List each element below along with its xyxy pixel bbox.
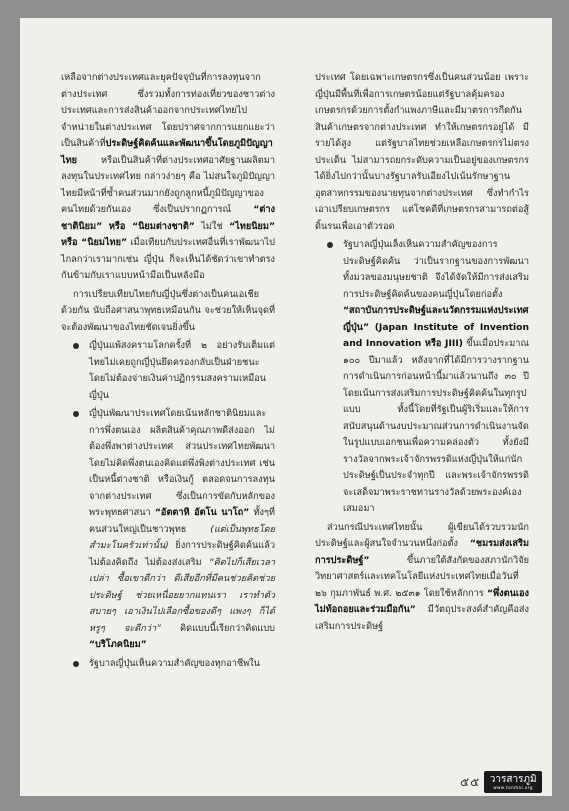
- text: ญี่ปุ่นพัฒนาประเทศโดยเน้นหลักชาตินิยมและการพึ่งตนเอง ผลิตสินค้าคุณภาพดีส่งออก ไม่ต้องพึ่งพาต่างประเทศ ส่วนประเทศไทยพัฒนาโดยไม่คิดพึ่งตนเองคิดแต่พึ่งพิงต่างประเทศ เช่นเป็นหนี้ต่างชาติ หรือเงินกู้ ตลอดจนการลงทุนจากต่างประเทศ ซึ่งเป็นการขัดกับหลักของพระพุทธศาสนา: [89, 408, 275, 518]
- bold-text: “พึ่งตนเอง ไม่ท้อถอยและร่วมมือกัน”: [315, 587, 529, 615]
- text: คิดแบบนี้เรียกว่าคิดแบบ: [160, 622, 275, 634]
- italic-text: (แต่เป็นพุทธโดยสำมะโนครัวเท่านั้น): [89, 523, 275, 551]
- page-footer: [460, 770, 542, 794]
- magazine-page: [20, 18, 552, 796]
- text: หรือเป็นสินค้าที่ต่างประเทศอาศัยฐานผลิตมาลงทุนในประเทศไทย กล่าวง่ายๆ คือ ไม่สนใจภูมิปัญญาไทยมีหน้าที่ซ้ำคนส่วนมากยังถูกลูกหนี้ภูมิปัญญาของคนไทยด้วยกันเอง ซึ่งเป็นปรากฏการณ์: [61, 154, 275, 215]
- right-column: [315, 70, 529, 637]
- text: มีวัตถุประสงค์สำคัญคือส่งเสริมการประดิษฐ์: [315, 604, 529, 632]
- logo-title: วารสารภูมิ: [489, 774, 537, 785]
- text: การเปรียบเทียบไทยกับญี่ปุ่นซึ่งต่างเป็นคนเอเชียด้วยกัน นับถือศาสนาพุทธเหมือนกัน จะช่วยให้เห็นจุดที่จะต้องพัฒนาของไทยชัดเจนยิ่งขึ้น: [61, 288, 275, 333]
- text: ขึ้นภายใต้สังกัดของสภานักวิจัยวิทยาศาสตร์และเทคโนโลยีแห่งประเทศไทยเมื่อวันที่ ๒๖ กุมภาพันธ์ พ.ศ. ๒๕๓๑ โดยใช้หลักการ: [315, 554, 529, 599]
- paragraph: [315, 520, 529, 636]
- paragraph: [61, 70, 275, 285]
- bold-text: “อัตตาหิ อัตโน นาโถ”: [154, 507, 250, 518]
- text: ทั้งๆที่คนส่วนใหญ่เป็นชาวพุทธ: [89, 507, 275, 535]
- text: ประเทศ โดยเฉพาะเกษตรกรซึ่งเป็นคนส่วนน้อย เพราะญี่ปุ่นมีพื้นที่เพื่อการเกษตรน้อยแต่รัฐบาลคุ้มครองเกษตรกรด้วยการตั้งกำแพงภาษีและมีมาตรการกีดกันสินค้าเกษตรจากต่างประเทศ ทำให้เกษตรกรอยู่ได้ มีรายได้สูง แต่รัฐบาลไทยช่วยเหลือเกษตรกรไม่ตรงประเด็น ไม่สามารถยกระดับความเป็นอยู่ของเกษตรกรได้ยิ่งไปกว่านั้นบางรัฐบาลรับเอียงไปเน้นรักษาฐานอุตสาหกรรมของนายทุนจากต่างประเทศ ซึ่งทำกำไรเอาเปรียบเกษตรกร แต่โชคดีที่เกษตรกรสามารถต่อสู้ดิ้นรนเพื่อเอาตัวรอด: [315, 72, 529, 232]
- text: รัฐบาลญี่ปุ่นเล็งเห็นความสำคัญของการประดิษฐ์คิดค้น ว่าเป็นรากฐานของการพัฒนาทั้งมวลของมนุษยชาติ จึงได้จัดให้มีการส่งเสริมการประดิษฐ์คิดค้นของคนญี่ปุ่นโดยก่อตั้ง: [343, 239, 529, 300]
- bullet-item: [315, 237, 529, 518]
- bold-text: “ชมรมส่งเสริมการประดิษฐ์”: [315, 538, 529, 566]
- left-column: [61, 70, 275, 674]
- text: ไม่ใช่: [194, 220, 230, 232]
- text: ส่วนกรณีประเทศไทยนั้น ผู้เขียนได้รวบรวมนักประดิษฐ์และผู้สนใจจำนวนหนึ่งก่อตั้ง: [315, 521, 529, 549]
- bold-text: “สถาบันการประดิษฐ์และนวัตกรรมแห่งประเทศญี่ปุ่น” (Japan Institute of Invention and Innovation หรือ JIII): [343, 305, 529, 349]
- text: รัฐบาลญี่ปุ่นเห็นความสำคัญของทุกอาชีพใน: [89, 657, 260, 669]
- italic-text: “คิดไปก็เสียเวลาเปล่า ซื้อเขาดีกว่า ดีเสียอีกที่มีคนช่วยคิดช่วยประดิษฐ์ ช่วยเหนื่อยยากแทนเรา เราทำตัวสบายๆ เอาเงินไปเลือกซื้อของดีๆ แพงๆ ก็ได้ หรูๆ จะดีกว่า”: [89, 556, 275, 634]
- text: ขึ้นเมื่อประมาณ ๑๐๐ ปีมาแล้ว หลังจากที่ได้มีการวางรากฐาน การดำเนินการก่อนหน้านี้มาแล้วนานถึง ๓๐ ปี โดยเน้นการส่งเสริมการประดิษฐ์คิดค้นในทุกรูปแบบ ทั้งนี้โดยที่รัฐเป็นผู้ริเริ่มและให้การสนับสนุนด้านงบประมาณส่วนการดำเนินงานจัดในรูปแบบเอกชนเพื่อความคล่องตัว ทั้งยังมีรางวัลจากพระเจ้าจักรพรรดิแห่งญี่ปุ่นให้แก่นักประดิษฐ์เป็นประจำทุกปี และพระเจ้าจักรพรรดิจะเสด็จมาพระราชทานรางวัลด้วยพระองค์เองเสมอมา: [343, 338, 529, 514]
- bold-text: “ไทยนิยม” หรือ “นิยมไทย”: [61, 220, 275, 248]
- text: เหลือจากต่างประเทศและยุคปัจจุบันที่การลงทุนจากต่างประเทศ ซึ่งรวมทั้งการท่องเที่ยวของชาวต่างประเทศและการส่งสินค้าออกจากประเทศไทยไปจำหน่ายในต่างประเทศ โดยปราศจากการแยกแยะว่าเป็นสินค้าที่: [61, 72, 275, 149]
- page-number: ๕๕: [460, 774, 481, 789]
- bold-text: “บริโภคนิยม”: [89, 639, 147, 650]
- bullet-item: [61, 338, 275, 404]
- bold-text: ประดิษฐ์คิดค้นและพัฒนาขึ้นโดยภูมิปัญญาไทย: [61, 138, 273, 166]
- bold-text: “ต่างชาตินิยม” หรือ “นิยมต่างชาติ”: [61, 204, 275, 232]
- logo-subtitle: www.tonmai.org: [493, 785, 533, 790]
- bullet-item: [61, 656, 275, 673]
- text: ยิ่งการประดิษฐ์คิดค้นแล้วไม่ต้องคิดถึง ไม่ต้องส่งเสริม: [89, 540, 275, 568]
- text: เมื่อเทียบกับประเทศอื่นที่เราพัฒนาไปไกลกว่าเรามากเช่น ญี่ปุ่น ก็จะเห็นได้ชัดว่าเขาทำตรงกันข้ามกับเราแบบหน้ามือเป็นหลังมือ: [61, 237, 275, 281]
- paragraph: [315, 70, 529, 235]
- bullet-item: [61, 406, 275, 654]
- magazine-logo: [484, 771, 542, 793]
- paragraph: [61, 287, 275, 337]
- text: ญี่ปุ่นแพ้สงครามโลกครั้งที่ ๒ อย่างรับเต็มแต่ไทยไม่เคยถูกญี่ปุ่นยึดครองกลับเป็นฝ่ายชนะโดยไม่ต้องจ่ายเงินค่าปฏิกรรมสงครามเหมือนญี่ปุ่น: [89, 340, 275, 401]
